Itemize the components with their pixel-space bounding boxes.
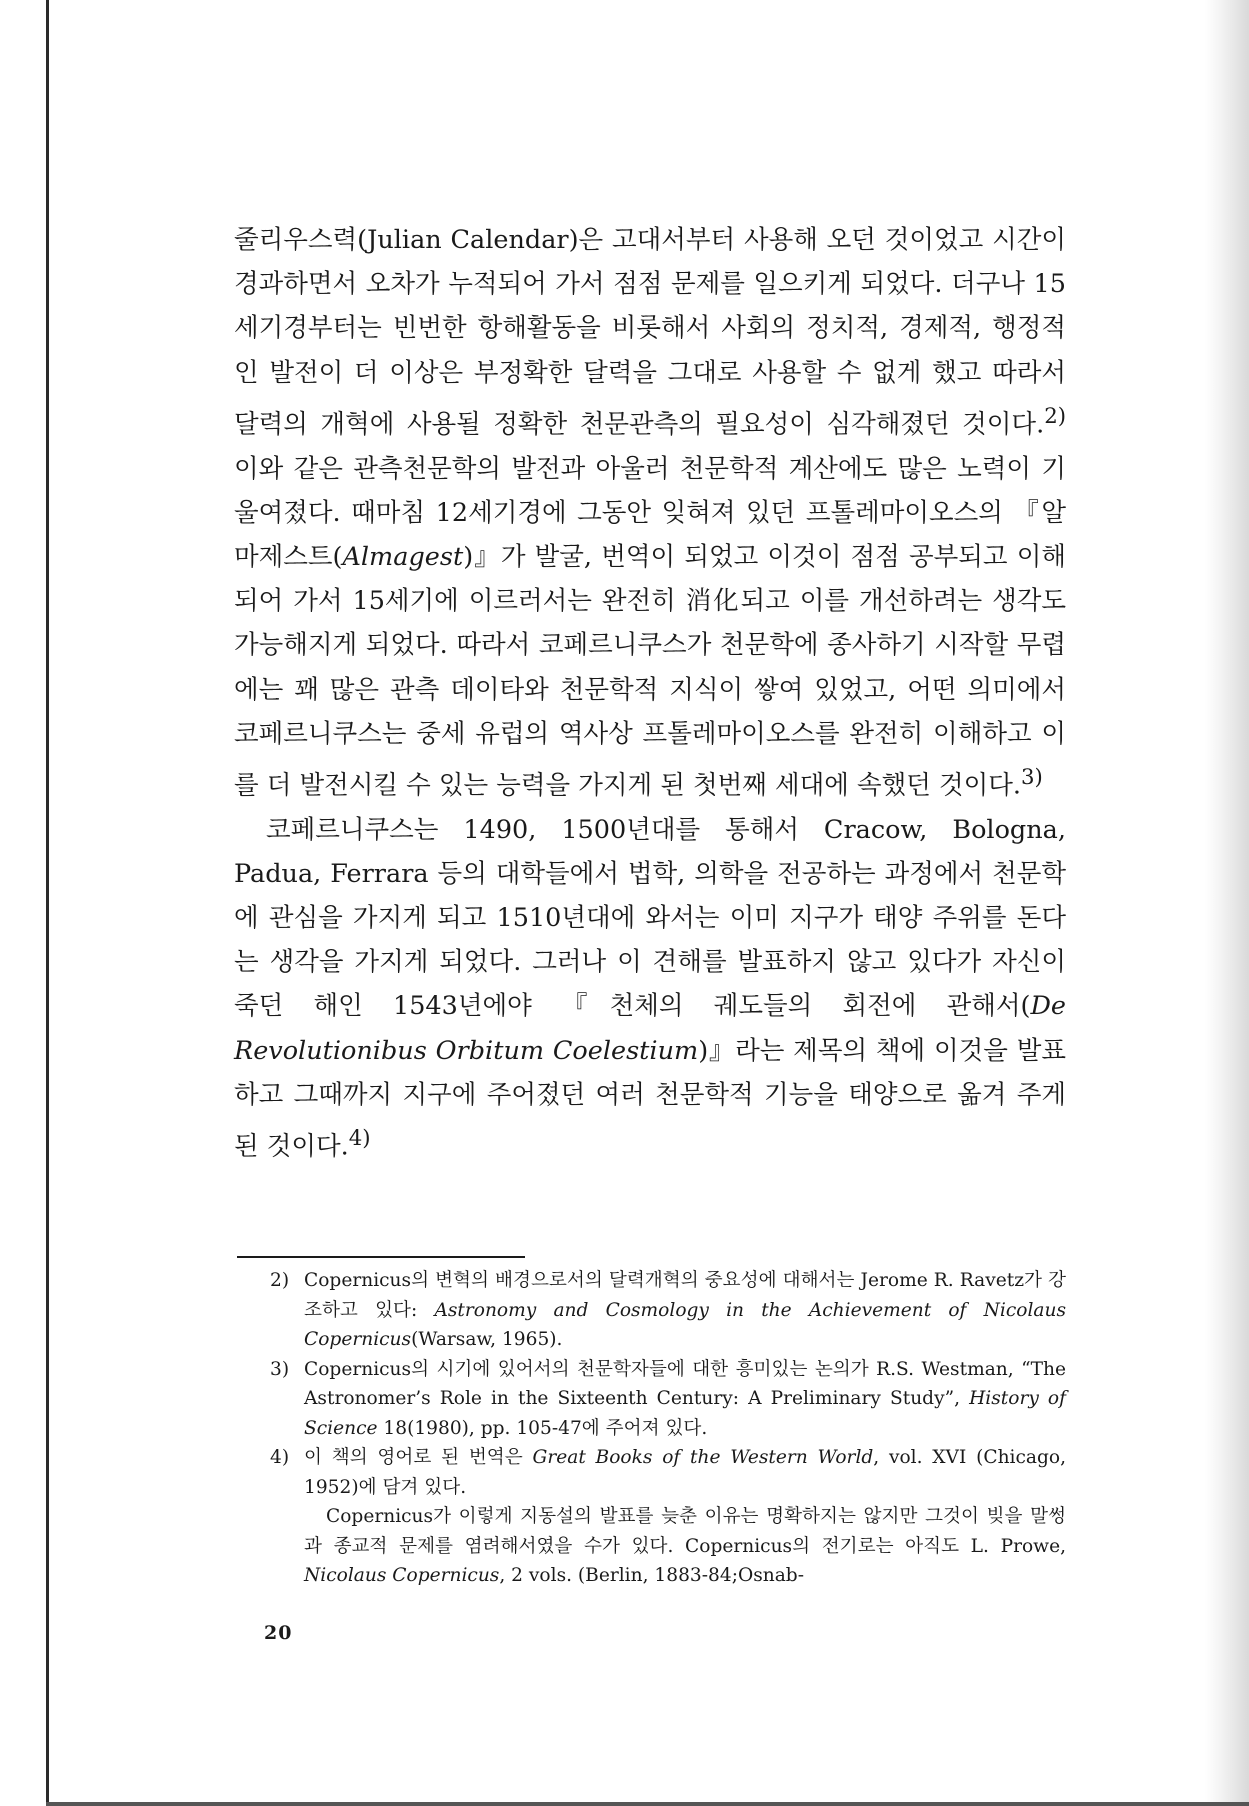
paragraph-1: 줄리우스력(Julian Calendar)은 고대서부터 사용해 오던 것이었고 시간이 경과하면서 오차가 누적되어 가서 점점 문제를 일으키게 되었다. 더구나 15세기경부터는 빈번한 항해활동을 비롯해서 사회의 정치적, 경제적, 행정적인 발전이 더 이상은 부정확한 달력을 그대로 사용할 수 없게 했고 따라서 달력의 개혁에 사용될 정확한 천문관측의 필요성이 심각해졌던 것이다.$^{2)}$ 이와 같은 관측천문학의 발전과 아울러 천문학적 계산에도 많은 노력이 기울여졌다. 때마침 12세기경에 그동안 잊혀져 있던 프톨레마이오스의 『알마제스트(Almagest)』가 발굴, 번역이 되었고 이것이 점점 공부되고 이해되어 가서 15세기에 이르러서는 완전히 消化되고 이를 개선하려는 생각도 가능해지게 되었다. 따라서 코페르니쿠스가 천문학에 종사하기 시작할 무렵에는 꽤 많은 관측 데이타와 천문학적 지식이 쌓여 있었고, 어떤 의미에서 코페르니쿠스는 중세 유럽의 역사상 프톨레마이오스를 완전히 이해하고 이를 더 발전시킬 수 있는 능력을 가지게 된 첫번째 세대에 속했던 것이다.$^{3)}$ (234, 225, 1066, 801)
footnotes (270, 1266, 1066, 1591)
main-text (234, 218, 1066, 1169)
footnote-2: 2) Copernicus의 변혁의 배경으로서의 달력개혁의 중요성에 대해서는 Jerome R. Ravetz가 강조하고 있다: Astronomy and Cosmology in the Achievement of Nicolaus Copernicus(Warsaw, 1965). (270, 1270, 1066, 1350)
footnote-3: 3) Copernicus의 시기에 있어서의 천문학자들에 대한 흥미있는 논의가 R.S. Westman, “The Astronomer’s Role in the Sixteenth Century: A Preliminary Study”, History of Science 18(1980), pp. 105-47에 주어져 있다. (270, 1358, 1066, 1439)
almagest-title: Almagest (342, 541, 464, 572)
paragraph-2: 코페르니쿠스는 1490, 1500년대를 통해서 Cracow, Bologna, Padua, Ferrara 등의 대학들에서 법학, 의학을 전공하는 과정에서 천문학에 관심을 가지게 되고 1510년대에 와서는 이미 지구가 태양 주위를 돈다는 생각을 가지게 되었다. 그러나 이 견해를 발표하지 않고 있다가 자신이 죽던 해인 1543년에야 『천체의 궤도들의 회전에 관해서(De Revolutionibus Orbitum Coelestium)』라는 제목의 책에 이것을 발표하고 그때까지 지구에 주어졌던 여러 천문학적 기능을 태양으로 옮겨 주게 된 것이다.$^{4)}$ (234, 814, 1067, 1162)
footnote-ref-3: 3) (1021, 764, 1043, 790)
footnote-4: 4) 이 책의 영어로 된 번역은 Great Books of the Western World, vol. XVI (Chicago, 1952)에 담겨 있다. (270, 1447, 1066, 1498)
footnote-divider (237, 1256, 525, 1258)
footnote-ref-2: 2) (1044, 403, 1066, 429)
de-revolutionibus-title: De Revolutionibus Orbitum Coelestium (234, 991, 1066, 1066)
page-bottom-edge (46, 1802, 1249, 1806)
page-left-edge (46, 0, 49, 1806)
footnote-ref-4: 4) (348, 1126, 371, 1152)
page-right-shadow (1205, 0, 1249, 1806)
footnote-4-continuation: Copernicus가 이렇게 지동설의 발표를 늦춘 이유는 명확하지는 않지만 그것이 빚을 말썽과 종교적 문제를 염려해서였을 수가 있다. Copernicus의 전기로는 아직도 L. Prowe, Nicolaus Copernicus, 2 vols. (Berlin, 1883-84;Osnab- (304, 1506, 1066, 1586)
page-number: 20 (264, 1622, 293, 1644)
